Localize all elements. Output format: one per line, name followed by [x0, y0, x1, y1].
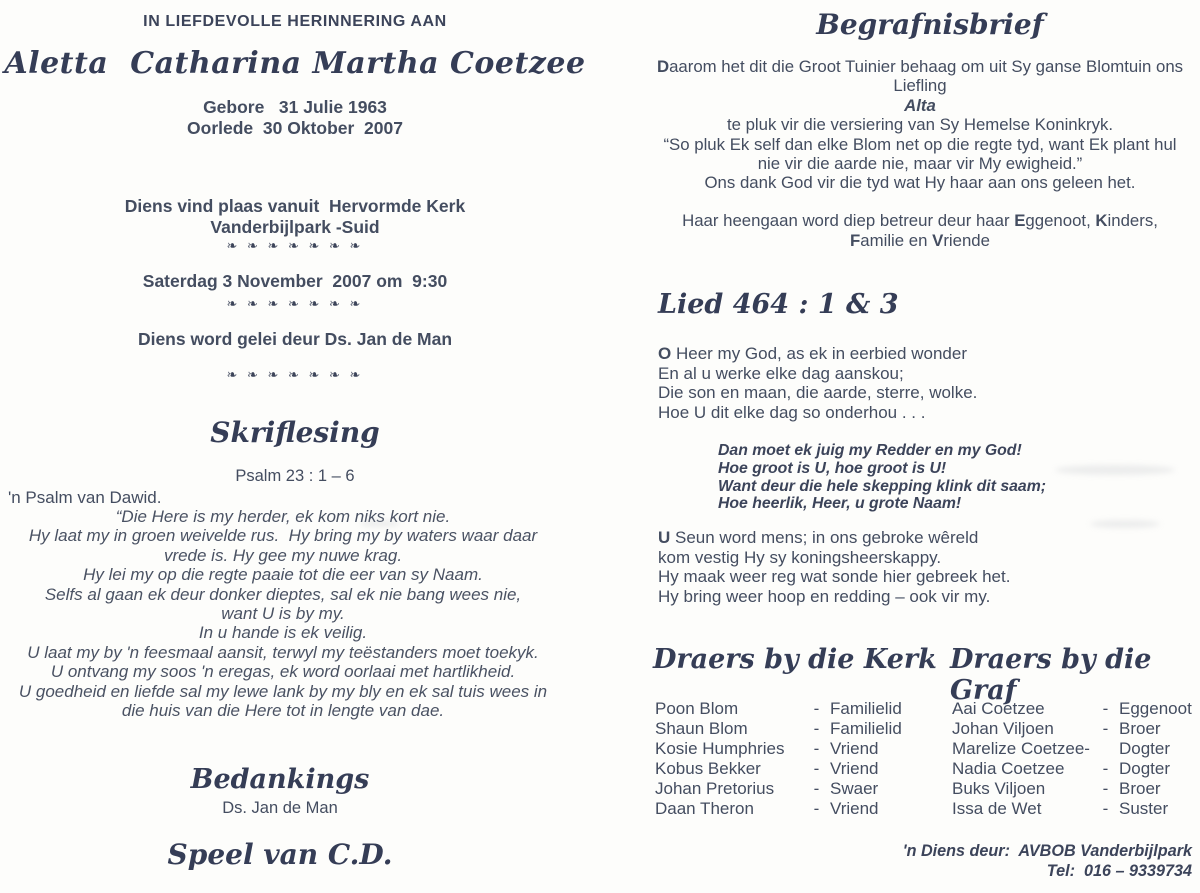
bearer-name: Issa de Wet: [952, 799, 1042, 818]
bearers-grave-list: [952, 699, 1192, 819]
bearer-row: [952, 759, 1192, 779]
psalm-line: U laat my by 'n feesmaal aansit, terwyl my teëstanders moet toekyk.: [27, 642, 539, 662]
hymn-line: Hy bring weer hoop en redding – ook vir my.: [658, 586, 991, 606]
bearer-name: Kobus Bekker: [655, 759, 761, 778]
floral-divider-icon: ❧ ❧ ❧ ❧ ❧ ❧ ❧: [226, 238, 364, 253]
bearer-role: Familielid: [830, 699, 902, 718]
scan-artifact: [360, 520, 400, 527]
separator: -: [813, 719, 820, 738]
bearer-name: Buks Viljoen: [952, 779, 1046, 798]
mourning-segment: riende: [943, 230, 990, 250]
thanks-text: Ds. Jan de Man: [222, 799, 338, 817]
separator: -: [1102, 779, 1109, 798]
psalm-line: want U is by my.: [221, 604, 345, 624]
psalm-line: “Die Here is my herder, ek kom niks kort nie.: [115, 507, 451, 526]
mourning-segment: V: [932, 230, 944, 250]
bearer-name: Kosie Humphries: [655, 739, 785, 758]
hymn-line: Hy maak weer reg wat sonde hier gebreek het.: [658, 567, 1011, 587]
bearers-grave-heading: Draers by die Graf: [950, 644, 1152, 706]
floral-divider-icon: ❧ ❧ ❧ ❧ ❧ ❧ ❧: [226, 367, 364, 382]
bearer-role: Broer: [1119, 779, 1161, 798]
hymn-line: [658, 344, 977, 364]
psalm-line: Hy laat my in groen weivelde rus. Hy bring my by waters waar daar: [28, 526, 538, 546]
service-datetime: Saterdag 3 November 2007 om 9:30: [142, 271, 448, 291]
bearer-name: Poon Blom: [655, 699, 739, 718]
separator: -: [813, 759, 820, 778]
psalm-line: U goedheid en liefde sal my lewe lank by my bly en ek sal tuis wees in: [18, 681, 548, 701]
separator: -: [813, 779, 820, 798]
nickname: Alta: [904, 95, 936, 115]
refrain-line: Want deur die hele skepping klink dit saam;: [718, 477, 1047, 495]
undertaker-footer: [620, 842, 1192, 881]
bearer-row: [952, 799, 1192, 819]
psalm-line: die huis van die Here tot in lengte van dae.: [121, 701, 445, 721]
psalm-line: Selfs al gaan ek deur donker dieptes, sal ek nie bang wees nie,: [44, 584, 522, 604]
hymn-line: Die son en maan, die aarde, sterre, wolke.: [658, 383, 978, 403]
bearer-name: Daan Theron: [655, 799, 754, 818]
died-date: Oorlede 30 Oktober 2007: [187, 118, 403, 138]
lead-capital: O: [658, 344, 672, 363]
scripture-heading: Skriflesing: [210, 416, 380, 449]
funeral-letter-text: [640, 57, 1200, 193]
bearer-row: [952, 719, 1192, 739]
bearer-name: Nadia Coetzee: [952, 759, 1065, 778]
letter-line: [640, 57, 1200, 76]
floral-divider-icon: ❧ ❧ ❧ ❧ ❧ ❧ ❧: [226, 296, 364, 311]
bearer-role: Dogter: [1119, 759, 1171, 778]
bearer-role: Dogter: [1119, 739, 1171, 758]
mourning-segment: amilie en: [860, 230, 933, 250]
bearer-name: Aai Coetzee: [952, 699, 1045, 718]
bearer-name: Shaun Blom: [655, 719, 748, 738]
bearer-role: Eggenoot: [1119, 699, 1192, 718]
bearer-role: Vriend: [830, 799, 879, 818]
born-date: Gebore 31 Julie 1963: [203, 97, 387, 117]
music-heading: Speel van C.D.: [167, 838, 393, 871]
hymn-line: kom vestig Hy sy koningsheerskappy.: [658, 547, 942, 567]
thanks-heading: Bedankings: [190, 764, 370, 795]
mourning-segment: inders,: [1107, 211, 1158, 230]
service-venue-line2: Vanderbijlpark -Suid: [210, 217, 380, 237]
bearer-row: [655, 719, 902, 739]
separator: -: [813, 699, 820, 718]
hymn-verse-3: [658, 528, 1010, 606]
bearer-role: Broer: [1119, 719, 1161, 738]
hymn-segment: Seun word mens; in ons gebroke wêreld: [670, 528, 979, 547]
hymn-line: En al u werke elke dag aanskou;: [658, 363, 904, 383]
separator: -: [813, 739, 820, 758]
bearer-row: [952, 699, 1192, 719]
letter-line: Ons dank God vir die tyd wat Hy haar aan ons geleen het.: [704, 173, 1136, 193]
bearer-row: [655, 699, 902, 719]
bearer-name: Johan Viljoen: [952, 719, 1054, 738]
bearer-name: Marelize Coetzee-: [952, 739, 1090, 758]
refrain-line: Hoe groot is U, hoe groot is U!: [718, 459, 947, 477]
hymn-refrain: [718, 442, 1046, 513]
refrain-line: Dan moet ek juig my Redder en my God!: [718, 442, 1022, 459]
funeral-letter-heading: Begrafnisbrief: [816, 8, 1044, 41]
scan-artifact: [1090, 520, 1160, 528]
bearer-role: Vriend: [830, 739, 879, 758]
letter-line: nie vir die aarde nie, maar vir My ewigheid.”: [757, 154, 1083, 174]
mourning-line: [640, 211, 1200, 231]
mourning-line: [640, 231, 1200, 251]
lead-capital: D: [656, 57, 670, 76]
psalm-text: [0, 507, 566, 720]
letter-segment: aarom het dit die Groot Tuinier behaag om uit Sy ganse Blomtuin ons: [669, 57, 1184, 76]
refrain-line: Hoe heerlik, Heer, u grote Naam!: [718, 495, 962, 513]
letter-line: “So pluk Ek self dan elke Blom net op die regte tyd, want Ek plant hul: [663, 134, 1177, 154]
memorial-line: IN LIEFDEVOLLE HERINNERING AAN: [143, 13, 447, 30]
bearer-row: [952, 779, 1192, 799]
letter-line: Liefling: [893, 76, 947, 96]
separator: -: [1102, 799, 1109, 818]
deceased-name: Aletta Catharina Martha Coetzee: [4, 46, 586, 81]
mourning-segment: E: [1014, 211, 1026, 230]
mourning-segment: Haar heengaan word diep betreur deur haar: [682, 211, 1015, 230]
service-venue-line1: Diens vind plaas vanuit Hervormde Kerk: [124, 196, 466, 216]
hymn-verse-1: [658, 344, 977, 422]
hymn-line: Hoe U dit elke dag so onderhou . . .: [658, 402, 926, 422]
bearer-row: [655, 739, 902, 759]
bearer-row: [952, 739, 1192, 759]
bearer-role: Familielid: [830, 719, 902, 738]
psalm-intro: 'n Psalm van Dawid.: [8, 488, 162, 507]
hymn-line: [658, 528, 1010, 548]
right-page: [620, 0, 1200, 893]
psalm-line: U ontvang my soos 'n eregas, ek word oorlaai met hartlikheid.: [50, 662, 516, 682]
scripture-reference: Psalm 23 : 1 – 6: [235, 467, 355, 485]
bearers-church-heading: Draers by die Kerk: [653, 644, 937, 675]
lead-capital: U: [658, 528, 671, 547]
undertaker-phone: Tel: 016 – 9339734: [1046, 861, 1192, 880]
mourning-segment: F: [850, 230, 861, 250]
scan-artifact: [1055, 465, 1175, 475]
hymn-heading: Lied 464 : 1 & 3: [658, 289, 899, 320]
separator: -: [1102, 719, 1109, 738]
psalm-line: vrede is. Hy gee my nuwe krag.: [163, 545, 403, 565]
bearer-role: Suster: [1119, 799, 1169, 818]
mourning-segment: K: [1095, 211, 1108, 230]
bearers-church-list: [655, 699, 902, 819]
separator: -: [1102, 759, 1109, 778]
bearer-name: Johan Pretorius: [655, 779, 775, 798]
separator: -: [1102, 699, 1109, 718]
bearer-role: Swaer: [830, 779, 879, 798]
bearer-row: [655, 759, 902, 779]
service-leader: Diens word gelei deur Ds. Jan de Man: [137, 329, 453, 349]
bearer-role: Vriend: [830, 759, 879, 778]
psalm-line: Hy lei my op die regte paaie tot die eer van sy Naam.: [83, 565, 483, 585]
bearer-row: [655, 799, 902, 819]
hymn-segment: Heer my God, as ek in eerbied wonder: [671, 344, 967, 363]
separator: -: [813, 799, 820, 818]
mourning-segment: ggenoot,: [1025, 211, 1096, 230]
bearer-row: [655, 779, 902, 799]
mourning-text: [640, 211, 1200, 251]
psalm-line: In u hande is ek veilig.: [198, 623, 368, 643]
undertaker-name: 'n Diens deur: AVBOB Vanderbijlpark: [902, 842, 1192, 860]
letter-line: te pluk vir die versiering van Sy Hemelse Koninkryk.: [726, 115, 1114, 135]
